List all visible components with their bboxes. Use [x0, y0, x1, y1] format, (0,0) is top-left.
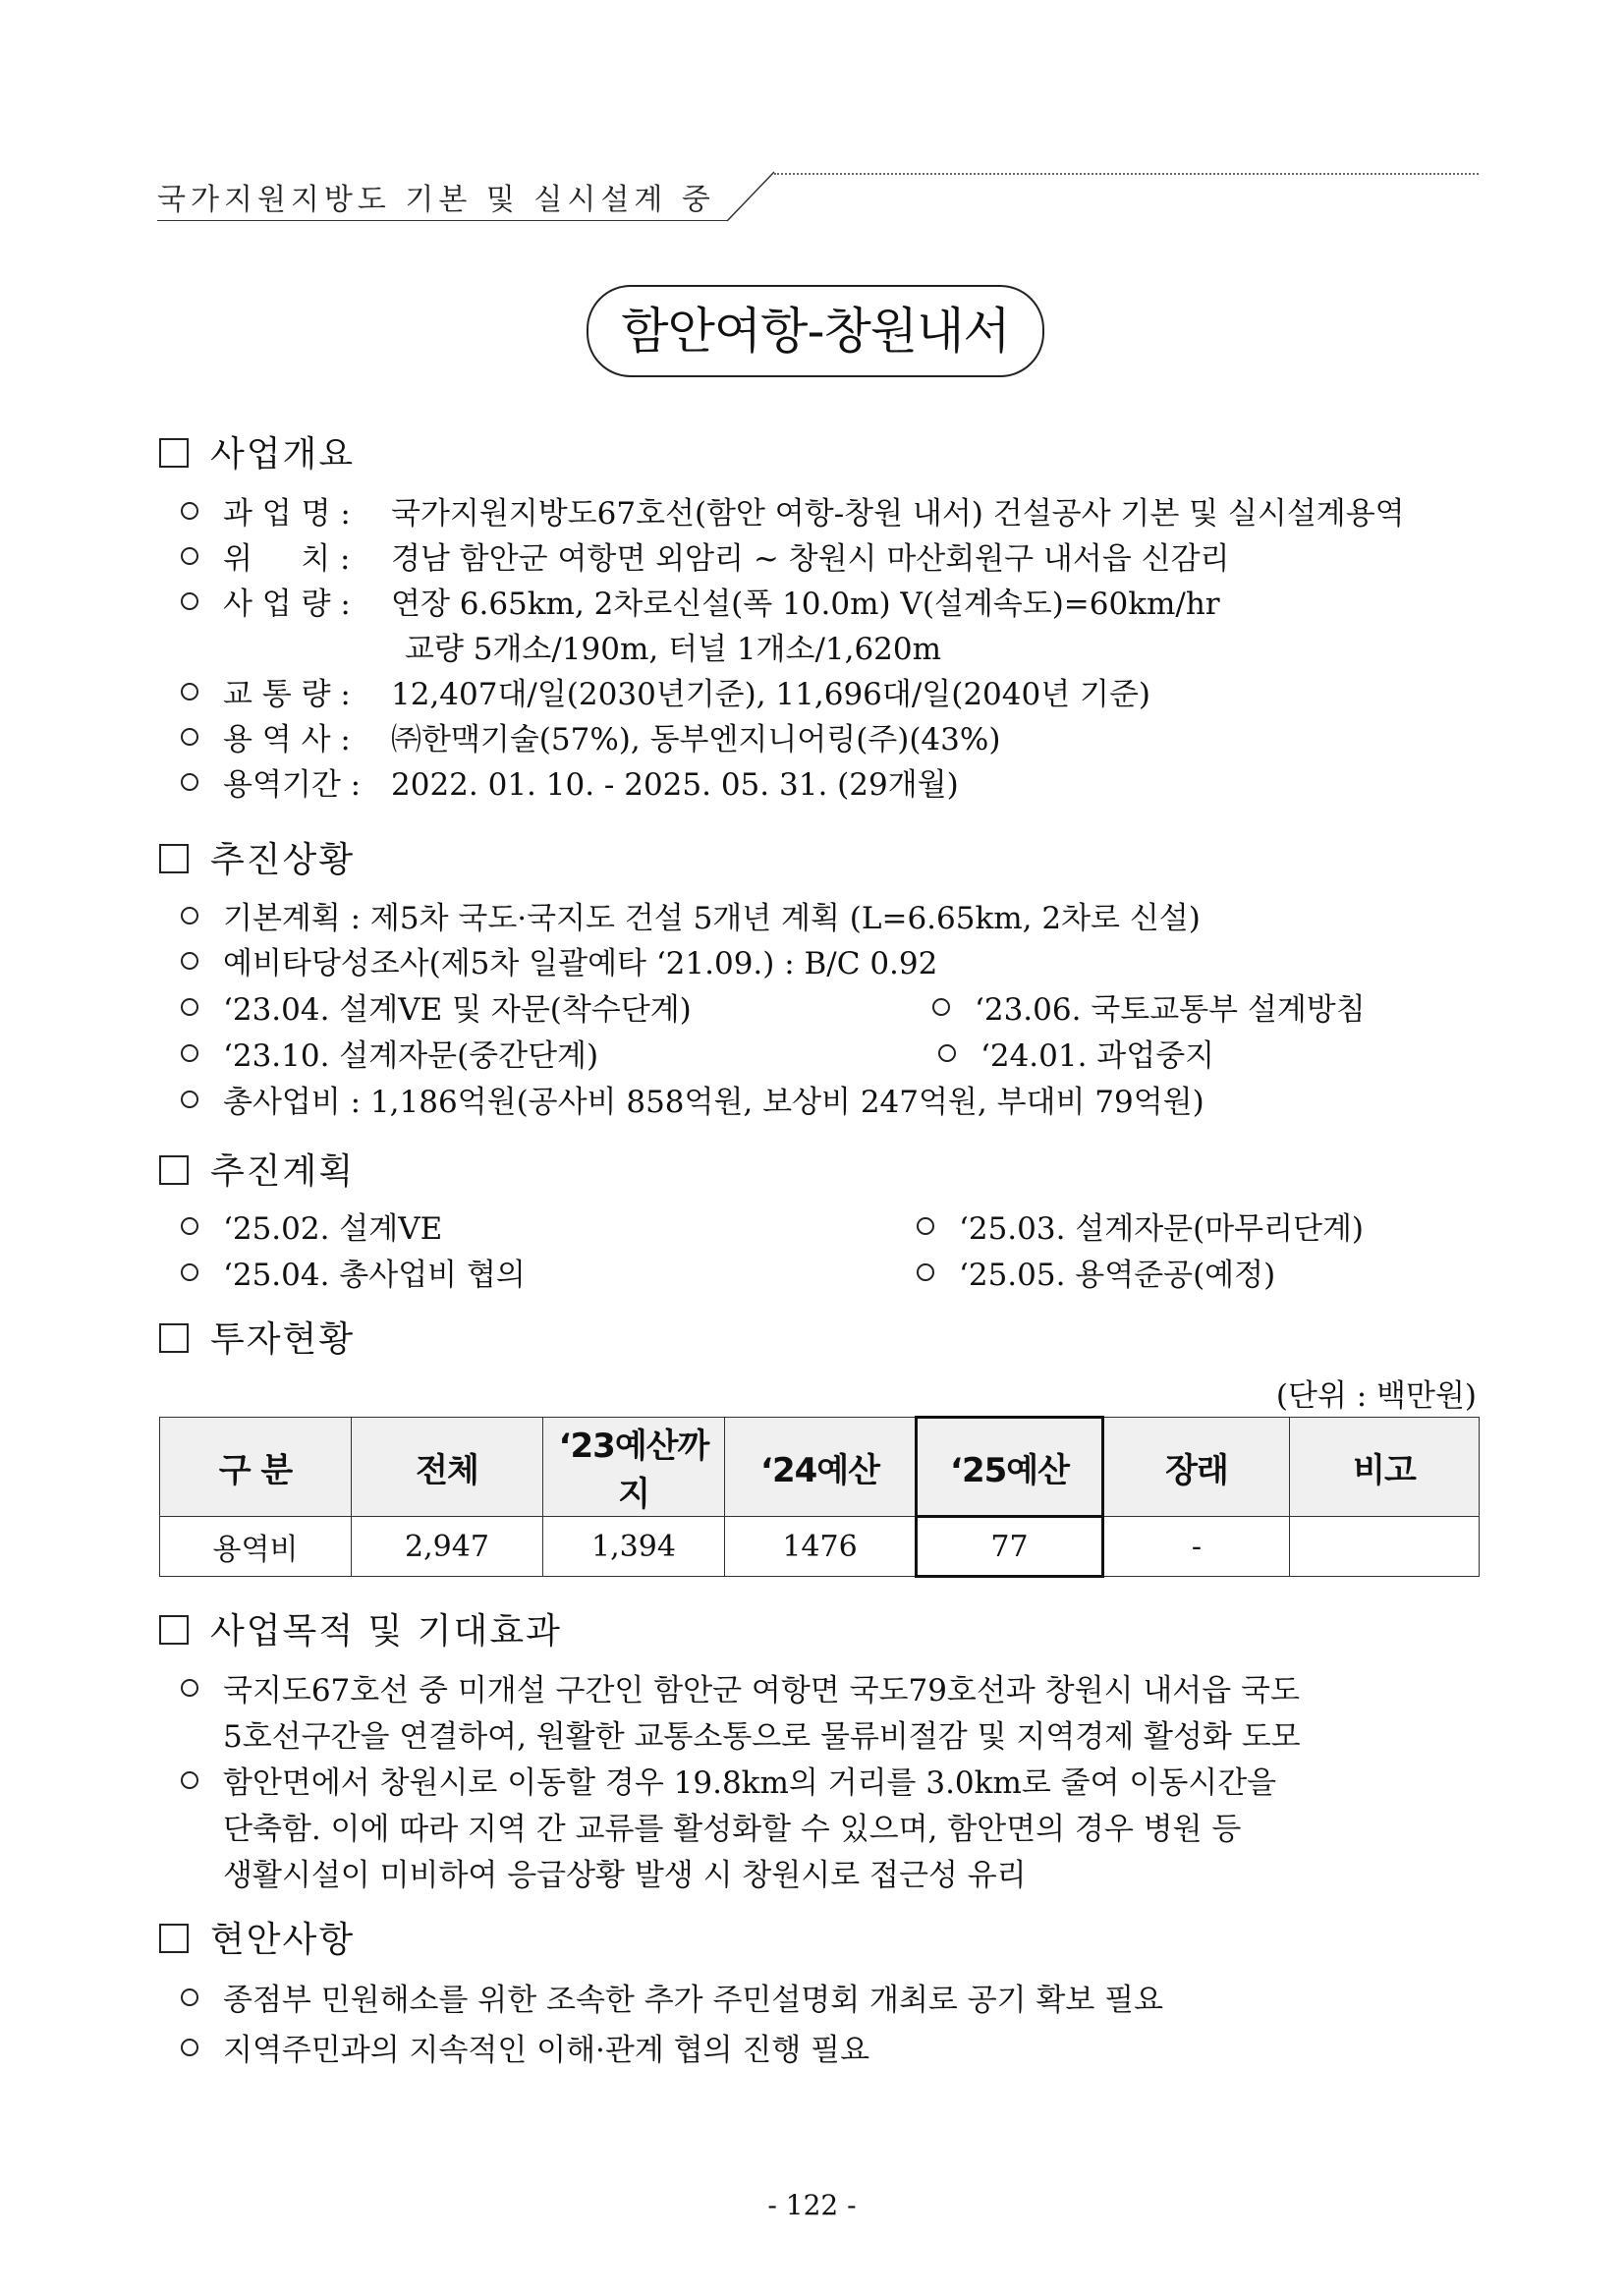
- section-purpose: 사업목적 및 기대효과: [159, 1603, 562, 1653]
- table-header-row: [160, 1418, 1480, 1517]
- plan-item-1b: ‘25.03. 설계자문(마무리단계): [959, 1211, 1365, 1247]
- progress-item-4a: ‘23.10. 설계자문(중간단계): [223, 1038, 599, 1074]
- plan-item-2b: ‘25.05. 용역준공(예정): [959, 1258, 1276, 1293]
- overview-scope-label: 사 업 량 :: [223, 587, 351, 622]
- page-title: 함안여항-창원내서: [587, 285, 1044, 377]
- table-header-cell: ‘24예산: [725, 1418, 917, 1517]
- bullet-icon: [181, 998, 198, 1016]
- page-header: [157, 169, 1479, 228]
- bullet-icon: [181, 728, 198, 746]
- plan-item-1a: ‘25.02. 설계VE: [223, 1211, 443, 1247]
- table-cell: 2,947: [352, 1517, 543, 1577]
- bullet-icon: [181, 683, 198, 700]
- table-cell: -: [1103, 1517, 1290, 1577]
- progress-item-3b: ‘23.06. 국토교통부 설계방침: [975, 992, 1366, 1028]
- bullet-icon: [181, 1263, 198, 1281]
- investment-table: [159, 1416, 1480, 1578]
- progress-item-3a: ‘23.04. 설계VE 및 자문(착수단계): [223, 992, 692, 1028]
- purpose-item-2-line-2: 단축함. 이에 따라 지역 간 교류를 활성화할 수 있으며, 함안면의 경우 병원 등: [223, 1812, 1242, 1847]
- purpose-item-1-line-1: 국지도67호선 중 미개설 구간인 함안군 여항면 국도79호선과 창원시 내서읍 국도: [223, 1673, 1300, 1708]
- bullet-icon: [917, 1217, 934, 1235]
- bullet-icon: [181, 547, 198, 565]
- overview-scope-value-2: 교량 5개소/190m, 터널 1개소/1,620m: [405, 632, 942, 667]
- checkbox-icon: [159, 438, 189, 468]
- progress-item-1: 기본계획 : 제5차 국도·국지도 건설 5개년 계획 (L=6.65km, 2차로 신설): [223, 901, 1201, 936]
- checkbox-icon: [159, 844, 189, 873]
- table-cell: [1290, 1517, 1480, 1577]
- overview-location-value: 경남 함안군 여항면 외암리 ~ 창원시 마산회원구 내서읍 신감리: [391, 541, 1230, 577]
- table-cell: 1476: [725, 1517, 917, 1577]
- bullet-icon: [181, 1679, 198, 1697]
- bullet-icon: [181, 1988, 198, 2006]
- progress-item-2: 예비타당성조사(제5차 일괄예타 ‘21.09.) : B/C 0.92: [223, 946, 938, 981]
- checkbox-icon: [159, 1615, 189, 1645]
- bullet-icon: [181, 907, 198, 924]
- table-cell: 용역비: [160, 1517, 352, 1577]
- overview-traffic-value: 12,407대/일(2030년기준), 11,696대/일(2040년 기준): [391, 677, 1151, 712]
- bullet-icon: [181, 592, 198, 610]
- checkbox-icon: [159, 1323, 189, 1353]
- purpose-item-1-line-2: 5호선구간을 연결하여, 원활한 교통소통으로 물류비절감 및 지역경제 활성화 도모: [223, 1719, 1301, 1755]
- header-underline: [157, 220, 727, 221]
- progress-item-4b: ‘24.01. 과업중지: [980, 1038, 1215, 1074]
- table-row: [160, 1517, 1480, 1577]
- bullet-icon: [932, 998, 950, 1016]
- section-plan: 추진계획: [159, 1144, 355, 1194]
- section-progress: 추진상황: [159, 832, 355, 882]
- bullet-icon: [181, 952, 198, 970]
- bullet-icon: [181, 1091, 198, 1108]
- table-cell: 1,394: [543, 1517, 725, 1577]
- overview-name-label: 과 업 명 :: [223, 496, 351, 532]
- header-slash: [725, 169, 776, 224]
- header-dotted-line: [774, 173, 1479, 175]
- progress-item-5: 총사업비 : 1,186억원(공사비 858억원, 보상비 247억원, 부대비 79억원): [223, 1085, 1204, 1120]
- overview-scope-value-1: 연장 6.65km, 2차로신설(폭 10.0m) V(설계속도)=60km/hr: [391, 587, 1220, 622]
- issues-item-2: 지역주민과의 지속적인 이해·관계 협의 진행 필요: [223, 2033, 870, 2068]
- header-text: 국가지원지방도 기본 및 실시설계 중: [157, 183, 715, 217]
- checkbox-icon: [159, 1924, 189, 1953]
- purpose-item-2-line-3: 생활시설이 미비하여 응급상황 발생 시 창원시로 접근성 유리: [223, 1858, 1027, 1893]
- checkbox-icon: [159, 1155, 189, 1185]
- overview-location-label: 위 치 :: [223, 541, 351, 577]
- investment-unit: (단위 : 백만원): [1275, 1378, 1477, 1414]
- bullet-icon: [181, 1044, 198, 1062]
- page-number: - 122 -: [767, 2189, 857, 2221]
- overview-period-label: 용역기간 :: [223, 767, 362, 803]
- overview-name-value: 국가지원지방도67호선(함안 여항-창원 내서) 건설공사 기본 및 실시설계용역: [391, 496, 1405, 532]
- overview-period-value: 2022. 01. 10. - 2025. 05. 31. (29개월): [391, 767, 959, 803]
- section-issues: 현안사항: [159, 1912, 355, 1962]
- table-header-cell: 비고: [1290, 1418, 1480, 1517]
- table-header-cell: 구 분: [160, 1418, 352, 1517]
- table-header-cell: 장래: [1103, 1418, 1290, 1517]
- bullet-icon: [181, 773, 198, 791]
- table-header-cell: 전체: [352, 1418, 543, 1517]
- bullet-icon: [938, 1044, 956, 1062]
- purpose-item-2-line-1: 함안면에서 창원시로 이동할 경우 19.8km의 거리를 3.0km로 줄여 이동시간을: [223, 1765, 1277, 1801]
- bullet-icon: [181, 2039, 198, 2056]
- bullet-icon: [181, 1771, 198, 1789]
- bullet-icon: [181, 502, 198, 520]
- plan-item-2a: ‘25.04. 총사업비 협의: [223, 1258, 526, 1293]
- table-cell-highlighted: 77: [917, 1517, 1103, 1577]
- table-header-cell-highlighted: ‘25예산: [917, 1418, 1103, 1517]
- table-header-cell: ‘23예산까지: [543, 1418, 725, 1517]
- section-investment: 투자현황: [159, 1312, 355, 1362]
- overview-traffic-label: 교 통 량 :: [223, 677, 351, 712]
- overview-contractor-value: ㈜한맥기술(57%), 동부엔지니어링(주)(43%): [391, 722, 1001, 757]
- issues-item-1: 종점부 민원해소를 위한 조속한 추가 주민설명회 개최로 공기 확보 필요: [223, 1983, 1164, 2018]
- overview-contractor-label: 용 역 사 :: [223, 722, 351, 757]
- bullet-icon: [181, 1217, 198, 1235]
- bullet-icon: [917, 1263, 934, 1281]
- section-overview: 사업개요: [159, 426, 355, 476]
